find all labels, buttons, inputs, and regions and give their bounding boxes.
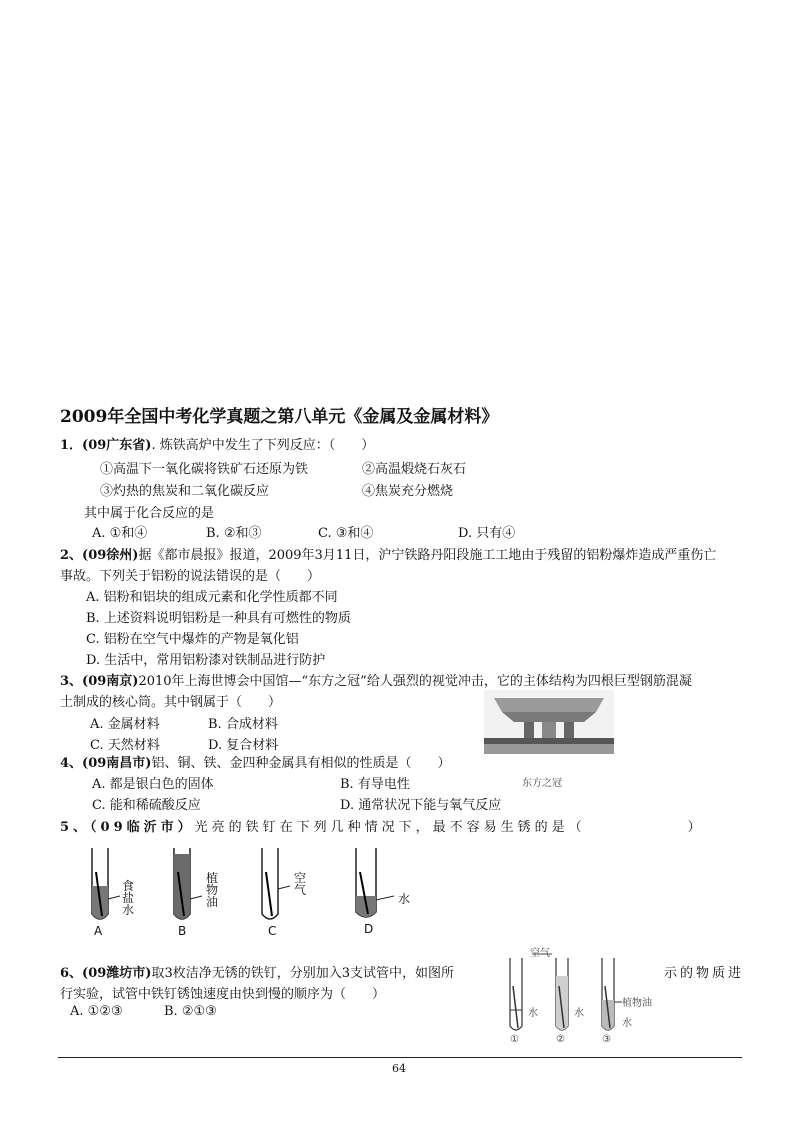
question-stem: 铝、铜、铁、金四种金属具有相似的性质是（ ） <box>151 756 451 771</box>
answer-option: A. ①②③ <box>70 1004 123 1019</box>
question-stem: . 炼铁高炉中发生了下列反应：（ ） <box>151 438 375 453</box>
figure-caption: 东方之冠 <box>522 778 562 789</box>
answer-option: C. ③和④ <box>318 526 374 541</box>
answer-option: D. 生活中，常用铝粉漆对铁制品进行防护 <box>86 653 326 668</box>
tube-letter: D <box>364 922 374 936</box>
question-number: 4、 <box>60 756 83 771</box>
fig-num: ② <box>556 1034 565 1045</box>
answer-option: C. 能和稀硫酸反应 <box>92 798 201 813</box>
fig-label-water: 水 <box>528 1008 538 1019</box>
answer-option: D. 复合材料 <box>208 738 279 753</box>
fig-num: ① <box>510 1034 519 1045</box>
tube-2 <box>556 958 568 1030</box>
question-stem: 据《都市晨报》报道，2009年3月11日，沪宁铁路丹阳段施工工地由于残留的铝粉爆炸造成严重伤亡 <box>138 548 717 563</box>
question-source: (09南昌市) <box>82 756 152 771</box>
question-source: (09潍坊市) <box>82 966 152 981</box>
reaction-item: ③灼热的焦炭和二氧化碳反应 <box>100 484 270 499</box>
tube-letter: C <box>268 924 277 938</box>
reaction-item: ①高温下一氧化碳将铁矿石还原为铁 <box>100 462 309 477</box>
reaction-item: ②高温煅烧石灰石 <box>362 462 467 477</box>
question-number: 3、 <box>60 674 83 689</box>
question-source: (09南京) <box>82 674 139 689</box>
reaction-item: ④焦炭充分燃烧 <box>362 484 454 499</box>
question-6 <box>60 962 454 981</box>
answer-option: B. ②①③ <box>164 1004 217 1019</box>
tube-b <box>174 848 202 919</box>
question-source: （09临沂市） <box>90 820 195 835</box>
tube-a-label: 食盐水 <box>122 879 135 917</box>
answer-option: A. ①和④ <box>92 526 148 541</box>
tube-1 <box>510 958 522 1030</box>
answer-option: D. 只有④ <box>458 526 516 541</box>
question-number: 1． <box>60 438 83 453</box>
question-stem: 光亮的铁钉在下列几种情况下，最不容易生锈的是（ ） <box>194 820 705 835</box>
tube-3 <box>602 958 622 1030</box>
tube-d <box>356 848 394 917</box>
tube-d-label: 水 <box>398 892 411 906</box>
answer-option: A. 铝粉和铝块的组成元素和化学性质都不同 <box>86 590 338 605</box>
answer-option: B. ②和③ <box>206 526 262 541</box>
answer-option: C. 铝粉在空气中爆炸的产物是氧化铝 <box>86 632 299 647</box>
question-number: 6、 <box>60 966 83 981</box>
page-title: 2009年全国中考化学真题之第八单元《金属及金属材料》 <box>60 407 499 427</box>
answer-option: D. 通常状况下能与氧气反应 <box>340 798 502 813</box>
fig-label-oil: 植物油 <box>622 998 652 1009</box>
answer-option: B. 有导电性 <box>340 777 410 792</box>
question-stem: 2010年上海世博会中国馆—“东方之冠”给人强烈的视觉冲击，它的主体结构为四根巨型钢筋混凝 <box>138 674 692 689</box>
tube-letter: B <box>178 924 187 938</box>
question-source: (09徐州) <box>82 548 139 563</box>
answer-option: A. 金属材料 <box>90 717 160 732</box>
question-3 <box>60 670 692 689</box>
tube-letter: A <box>94 924 103 938</box>
question-number: 2、 <box>60 548 83 563</box>
question-4 <box>60 752 450 771</box>
question-1 <box>60 434 374 453</box>
fig-label-air: 空气 <box>530 948 550 959</box>
tube-c <box>262 848 290 919</box>
question-source: (09广东省) <box>82 438 152 453</box>
tube-c-label: 空气 <box>294 871 307 897</box>
tube-b-label: 植物油 <box>206 871 219 909</box>
question-stem: 取3枚洁净无锈的铁钉，分别加入3支试管中，如图所 <box>151 966 454 981</box>
question-stem-cont: 行实验，试管中铁钉锈蚀速度由快到慢的顺序为（ ） <box>60 987 386 1002</box>
answer-option: B. 上述资料说明铝粉是一种具有可燃性的物质 <box>86 611 351 626</box>
answer-option: B. 合成材料 <box>208 717 278 732</box>
footer-rule <box>58 1057 742 1058</box>
answer-option: A. 都是银白色的固体 <box>92 777 214 792</box>
china-pavilion-photo <box>484 690 614 754</box>
page-number: 64 <box>392 1062 406 1075</box>
fig-num: ③ <box>602 1034 611 1045</box>
question-stem-tail: 示的物质进 <box>664 966 745 981</box>
fig-label-water: 水 <box>574 1008 584 1019</box>
question-stem-cont: 事故。下列关于铝粉的说法错误的是（ ） <box>60 569 321 584</box>
question-ask: 其中属于化合反应的是 <box>84 506 215 521</box>
fig-label-water: 水 <box>622 1018 632 1029</box>
answer-option: C. 天然材料 <box>90 738 160 753</box>
question-5 <box>60 816 705 835</box>
question-stem-cont: 土制成的核心筒。其中钢属于（ ） <box>60 695 282 710</box>
tube-a <box>92 848 120 919</box>
question-2 <box>60 544 716 563</box>
question-number: 5、 <box>60 820 91 835</box>
